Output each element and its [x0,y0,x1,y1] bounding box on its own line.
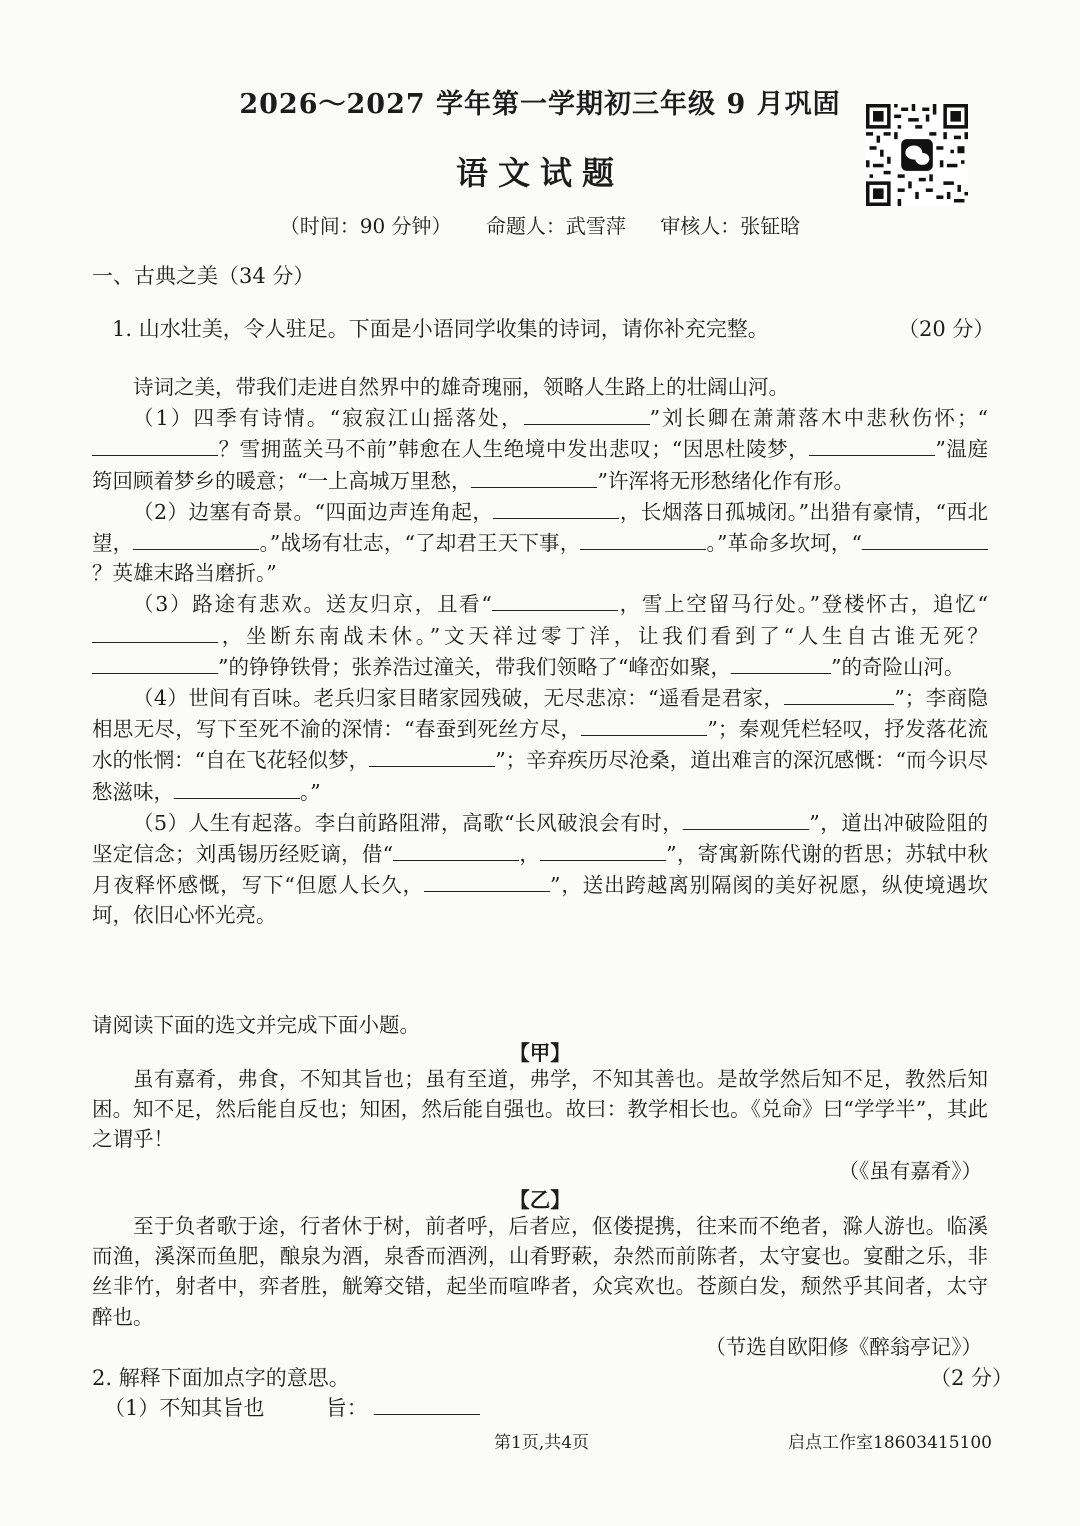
answer-blank[interactable] [174,776,300,799]
passage-yi-label: 【乙】 [509,1188,571,1212]
answer-blank[interactable] [471,465,597,488]
answer-blank[interactable] [540,838,666,861]
answer-blank[interactable] [424,869,550,892]
passage-jia-text: 虽有嘉肴，弗食，不知其旨也；虽有至道，弗学，不知其善也。是故学然后知不足，教然后知困。知不足，然后能自反也；知困，然后能自强也。故曰：教学相长也。《兑命》曰“学学半”，其此之谓乎！ [92,1067,988,1152]
answer-blank[interactable] [492,588,618,611]
question-2-item-1-text: （1）不知其旨也 [104,1396,265,1420]
passage-yi-text: 至于负者歌于途，行者休于树，前者呼，后者应，伛偻提携，往来而不绝者，滁人游也。临溪而渔，溪深而鱼肥，酿泉为酒，泉香而酒洌，山肴野蔌，杂然而前陈者，太守宴也。宴酣之乐，非丝非竹，射者中，弈者胜，觥筹交错，起坐而喧哗者，众宾欢也。苍颜白发，颓然乎其间者，太守醉也。 [92,1214,988,1329]
poetry-part-5: （5）人生有起落。李白前路阻滞，高歌“长风破浪会有时， ”，道出冲破险阻的坚定信念；刘禹锡历经贬谪，借“ ， ”，寄寓新陈代谢的哲思；苏轼中秋月夜释怀感慨，写下“但愿人长久， ”，送出跨越离别隔阂的美好祝愿，纵使境遇坎坷，依旧心怀光亮。 [92,807,988,931]
answer-blank[interactable] [92,651,218,674]
passage-jia-source: （《虽有嘉肴》） [838,1159,982,1183]
question-2-item-1-word: 旨： [325,1396,368,1420]
exam-reviewer: 审核人：张钲晗 [660,214,801,238]
answer-blank[interactable] [92,433,218,456]
question-2-score: （2 分） [930,1366,1014,1390]
passage-jia [92,1064,988,1155]
question-2-prompt: 2. 解释下面加点字的意思。 [92,1366,350,1390]
answer-blank[interactable] [369,744,495,767]
poetry-part-3: （3）路途有悲欢。送友归京，且看“ ，雪上空留马行处。”登楼怀古，追忆“，坐断东南战未休。”文天祥过零丁洋，让我们看到了“人生自古谁无死？”的铮铮铁骨；张养浩过潼关，带我们领略了“峰峦如聚， ”的奇险山河。 [92,588,988,682]
answer-blank[interactable] [92,620,218,643]
question-1-score: （20 分） [898,317,995,341]
passage-jia-label: 【甲】 [509,1041,571,1065]
answer-blank[interactable] [393,838,519,861]
reading-instruction: 请阅读下面的选文并完成下面小题。 [92,1013,420,1037]
question-2-item-1 [104,1392,480,1422]
answer-blank[interactable] [731,651,831,674]
poetry-part-2: （2）边塞有奇景。“四面边声连角起， ，长烟落日孤城闭。”出猎有豪情，“西北望， 。”战场有壮志，“了却君王天下事， 。”革命多坎坷，“？英雄末路当磨折。” [92,496,988,589]
passage-yi [92,1211,988,1332]
answer-blank[interactable] [784,682,894,705]
answer-blank[interactable] [683,807,809,830]
subject-title: 语文试题 [455,154,624,192]
exam-setter: 命题人：武雪萍 [485,214,626,238]
answer-blank[interactable] [524,402,650,425]
exam-time: （时间：90 分钟） [279,214,452,238]
answer-blank[interactable] [133,527,259,550]
question-1-prompt: 1. 山水壮美，令人驻足。下面是小语同学收集的诗词，请你补充完整。 [112,317,769,341]
answer-blank[interactable] [493,496,619,519]
answer-blank[interactable] [809,433,935,456]
qr-code-icon [866,104,968,206]
page-number: 第1页,共4页 [494,1433,590,1453]
studio-credit: 启点工作室18603415100 [788,1433,992,1453]
exam-title: 2026～2027 学年第一学期初三年级 9 月巩固 [239,89,841,120]
answer-blank[interactable] [580,527,706,550]
poetry-intro: 诗词之美，带我们走进自然界中的雄奇瑰丽，领略人生路上的壮阔山河。 [133,375,789,399]
poetry-part-1: （1）四季有诗情。“寂寂江山摇落处， ”刘长卿在萧萧落木中悲秋伤怀；“？雪拥蓝关马不前”韩愈在人生绝境中发出悲叹；“因思杜陵梦， ”温庭筠回顾着梦乡的暖意；“一上高城万里愁， ”许浑将无形愁绪化作有形。 [92,402,988,496]
poetry-part-4: （4）世间有百味。老兵归家目睹家园残破，无尽悲凉：“遥看是君家， ”；李商隐相思无尽，写下至死不渝的深情：“春蚕到死丝方尽， ”；秦观凭栏轻叹，抒发落花流水的怅惘：“自在飞花轻似梦， ”；辛弃疾历尽沧桑，道出难言的深沉感慨：“而今识尽愁滋味， 。” [92,682,988,807]
poetry-passage [92,372,988,931]
answer-blank[interactable] [862,527,988,550]
section-heading: 一、古典之美（34 分） [92,264,315,288]
answer-blank[interactable] [374,1392,480,1415]
exam-meta [0,210,1080,239]
answer-blank[interactable] [581,713,707,736]
passage-yi-source: （节选自欧阳修《醉翁亭记》） [705,1335,982,1359]
